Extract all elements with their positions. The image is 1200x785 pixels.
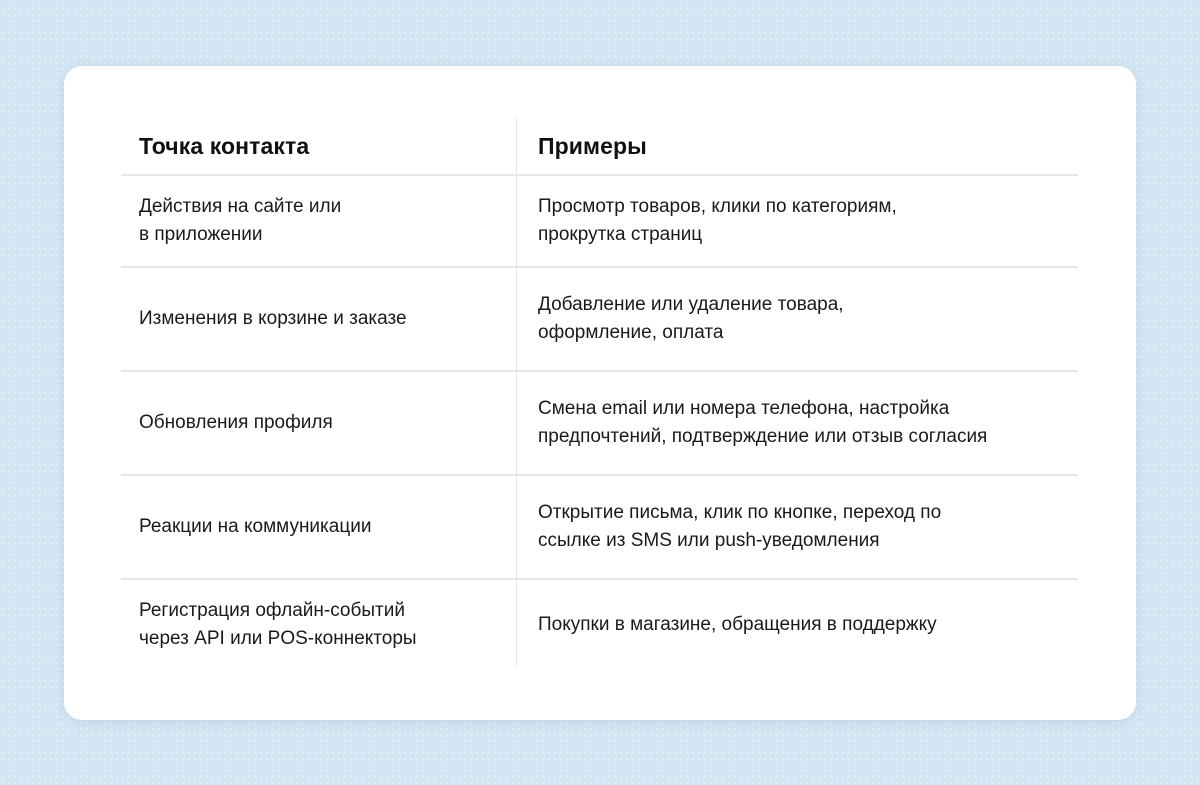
- touchpoints-table: [121, 118, 1078, 670]
- examples-cell: Открытие письма, клик по кнопке, переход по ссылке из SMS или push-уведомления: [538, 502, 942, 551]
- table-header-row: [121, 118, 1078, 176]
- touchpoint-cell: Действия на сайте или в приложении: [139, 196, 342, 245]
- touchpoint-cell: Изменения в корзине и заказе: [139, 308, 407, 329]
- examples-cell: Просмотр товаров, клики по категориям, прокрутка страниц: [538, 196, 897, 245]
- examples-cell: Покупки в магазине, обращения в поддержку: [538, 614, 937, 635]
- header-touchpoint: Точка контакта: [139, 132, 310, 159]
- table-row: [121, 580, 1078, 670]
- examples-cell: Смена email или номера телефона, настройка предпочтений, подтверждение или отзыв согласия: [538, 398, 988, 447]
- table-row: [121, 372, 1078, 476]
- content-card: [64, 66, 1136, 720]
- header-examples: Примеры: [538, 132, 647, 159]
- column-divider: [516, 118, 517, 666]
- touchpoint-cell: Регистрация офлайн-событий через API или POS-коннекторы: [139, 600, 417, 649]
- examples-cell: Добавление или удаление товара, оформление, оплата: [538, 294, 844, 343]
- touchpoint-cell: Обновления профиля: [139, 412, 333, 433]
- table-row: [121, 268, 1078, 372]
- table-row: [121, 176, 1078, 268]
- table-row: [121, 476, 1078, 580]
- touchpoint-cell: Реакции на коммуникации: [139, 516, 372, 537]
